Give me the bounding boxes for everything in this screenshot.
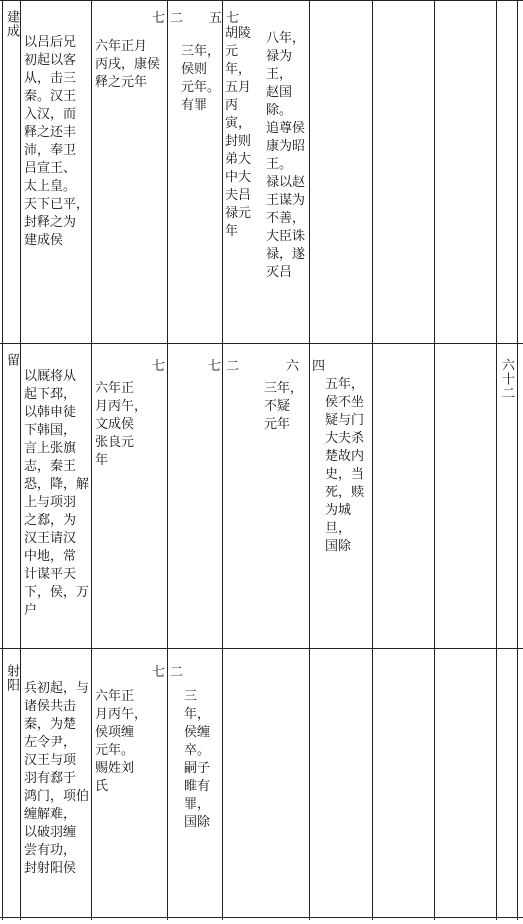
year-count: 七	[152, 359, 166, 374]
reign-note: 三年， 不疑 元年	[264, 381, 304, 432]
reign-note: 三年， 侯则 元年。 有罪	[181, 44, 221, 113]
reign-note: 胡陵 元年， 五月 丙寅， 封则 弟大 中大 夫吕 禄元 年	[225, 26, 252, 239]
reign-note: 三年， 侯缠 卒。 嗣子 睢有 罪， 国除	[184, 689, 211, 830]
merit-text: 兵初起，与 诸侯共击 秦，为楚 左令尹， 汉王与项 羽有郄于 鸿门，项伯 缠解难， 以破羽缠 尝有功， 封射阳侯	[24, 681, 90, 876]
year-count: 七	[152, 11, 166, 26]
reign-note: 八年， 禄为王， 赵国除。 追尊侯 康为昭 王。 禄以赵 王谋为 不善， 大臣诛 禄，遂 灭吕	[266, 31, 306, 280]
reign-note: 五年， 侯不坐 疑与门 大夫杀 楚故内 史，当 死，赎 为城旦， 国除	[325, 377, 365, 554]
enfeoffment-text: 六年正月 丙戌，康侯 释之元年	[95, 39, 161, 90]
merit-text: 以厩将从 起下邳， 以韩申徒 下韩国， 言上张旗 志，秦王 恐，降，解 上与项羽 之郄，为 汉王请汉 中地，常 计谋平天 下，侯，万 户	[24, 369, 90, 618]
enfeoffment-text: 六年正 月丙午， 侯项缠 元年。 赐姓刘 氏	[95, 689, 148, 794]
year-count: 七	[152, 665, 166, 680]
year-count: 二	[170, 11, 184, 26]
fief-name: 留	[4, 353, 19, 367]
year-count: 六	[286, 359, 300, 374]
year-count: 二	[226, 359, 240, 374]
fief-name: 建成	[4, 10, 19, 38]
year-count: 七	[226, 11, 240, 26]
merit-text: 以吕后兄 初起以客 从，击三 秦。汉王 入汉，而 释之还丰 沛，奉卫 吕宣王、 太上皇。 天下已平， 封释之为 建成侯	[24, 35, 90, 248]
year-count: 五	[209, 11, 223, 26]
enfeoffment-text: 六年正 月丙午， 文成侯 张良元 年	[95, 381, 148, 468]
year-count: 二	[170, 665, 184, 680]
fief-name: 射阳	[4, 664, 19, 692]
year-count: 四	[312, 359, 326, 374]
year-count: 七	[208, 359, 222, 374]
rank-number: 六十二	[499, 358, 514, 400]
